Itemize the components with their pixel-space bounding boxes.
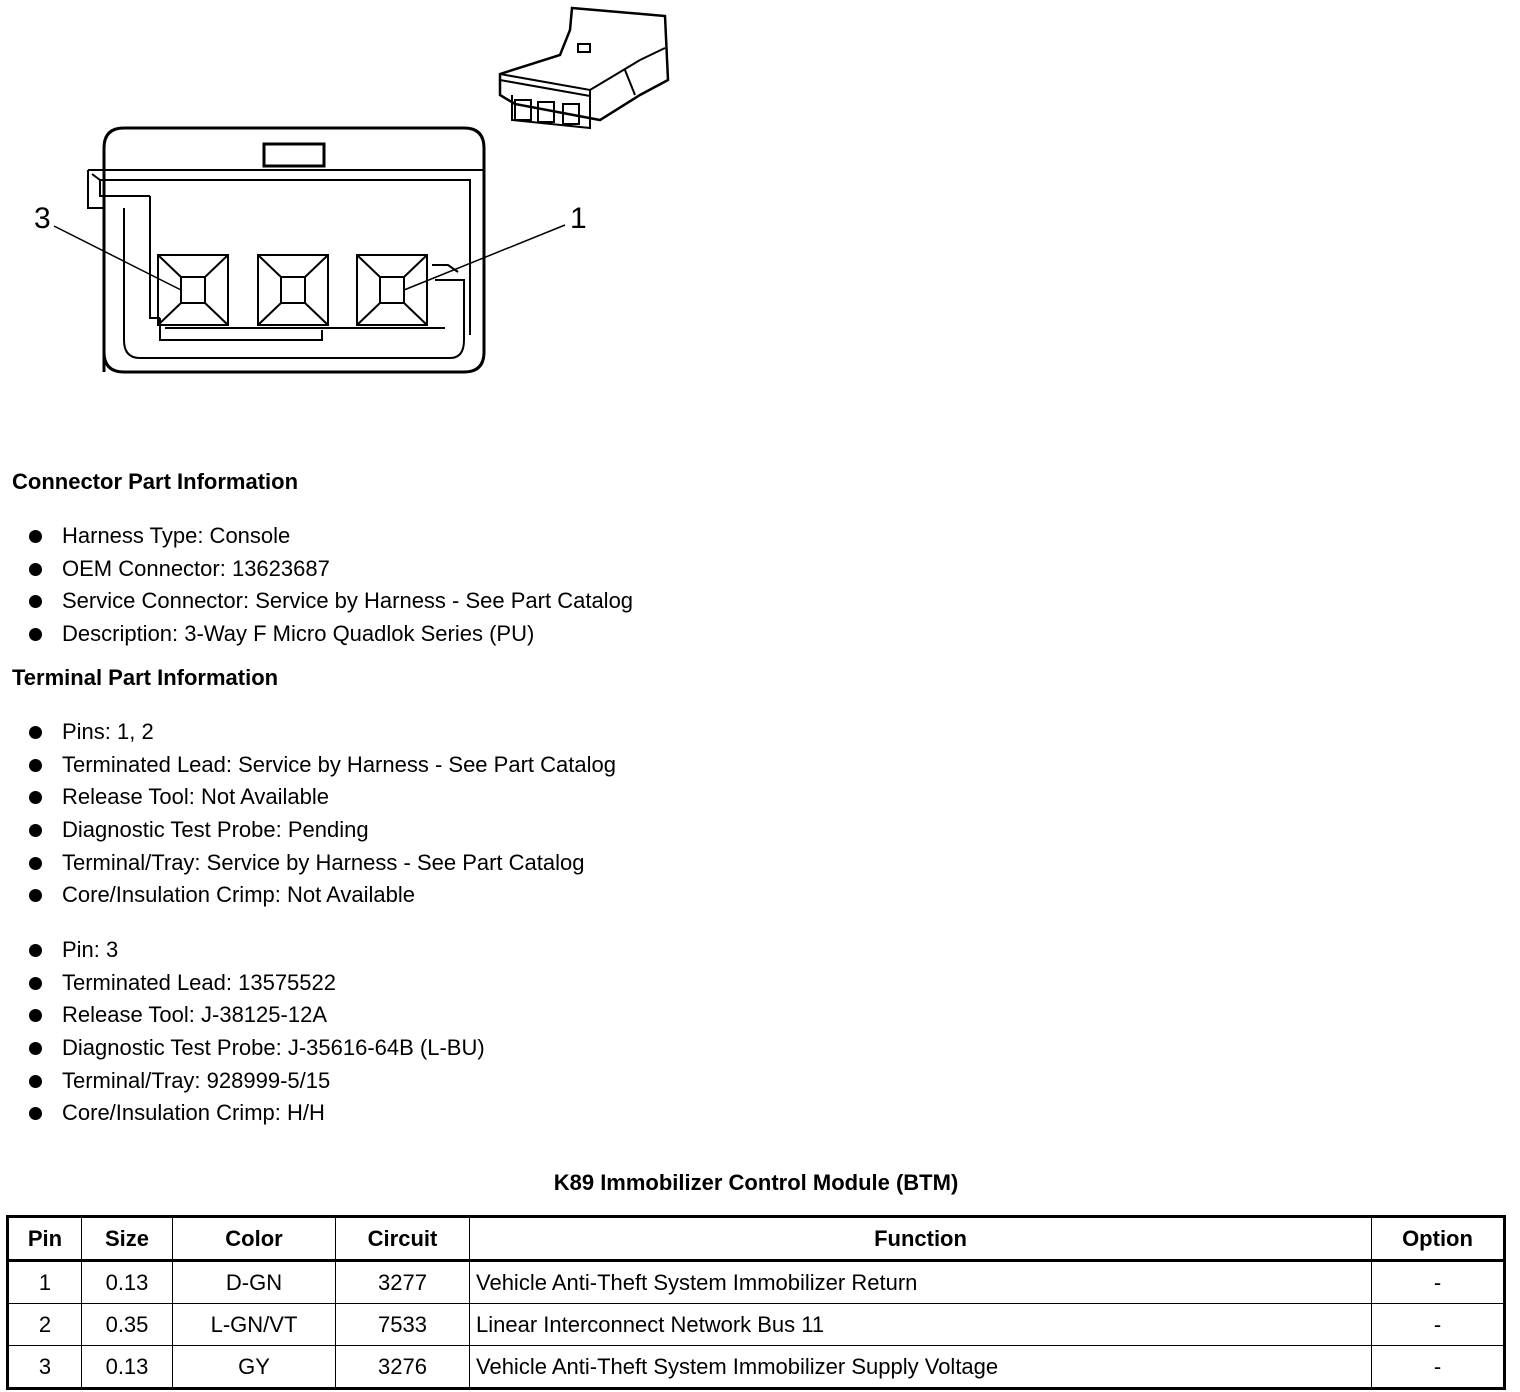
list-item (0, 1032, 485, 1065)
cell-option: - (1372, 1261, 1505, 1304)
cell-circuit: 3276 (336, 1346, 470, 1389)
list-item-text: Core/Insulation Crimp: H/H (62, 1100, 325, 1126)
cell-pin: 2 (8, 1304, 82, 1346)
pinout-table (6, 1215, 1506, 1390)
bullet-icon (29, 530, 42, 543)
list-item (0, 553, 633, 586)
list-item (0, 618, 633, 651)
cell-color: D-GN (173, 1261, 336, 1304)
terminal-cavity-1 (357, 255, 427, 325)
cell-option: - (1372, 1346, 1505, 1389)
list-item-text: Release Tool: Not Available (62, 784, 330, 810)
list-item-text: Description: 3-Way F Micro Quadlok Series (PU) (62, 621, 535, 647)
list-item-text: Harness Type: Console (62, 523, 291, 548)
connector-info-list (0, 520, 633, 651)
header-option: Option (1372, 1217, 1505, 1261)
list-item (0, 999, 485, 1032)
cell-color: GY (173, 1346, 336, 1389)
list-item-text: Terminated Lead: 13575522 (62, 969, 336, 995)
list-item-text: Pin: 3 (62, 937, 119, 962)
cell-function: Linear Interconnect Network Bus 11 (470, 1304, 1372, 1346)
cell-function: Vehicle Anti-Theft System Immobilizer Supply Voltage (470, 1346, 1372, 1389)
list-item-text: Terminated Lead: Service by Harness - See Part Catalog (62, 751, 616, 777)
list-item (0, 847, 616, 880)
table-title: K89 Immobilizer Control Module (BTM) (553, 1170, 959, 1195)
header-function: Function (470, 1217, 1372, 1261)
bullet-icon (29, 977, 42, 990)
bullet-icon (29, 759, 42, 772)
cell-size: 0.13 (82, 1261, 173, 1304)
bullet-icon (29, 791, 42, 804)
bullet-icon (29, 595, 42, 608)
bullet-icon (29, 726, 42, 739)
list-item-text: Terminal/Tray: 928999-5/15 (62, 1067, 331, 1093)
list-item-text: Terminal/Tray: Service by Harness - See Part Catalog (62, 849, 585, 875)
terminal-info-heading: Terminal Part Information (12, 665, 279, 690)
table-row (8, 1261, 1505, 1304)
list-item (0, 1097, 485, 1130)
list-item (0, 1065, 485, 1098)
list-item-text: Pins: 1, 2 (62, 719, 154, 744)
callout-1: 1 (570, 202, 587, 235)
list-item (0, 716, 616, 749)
list-item (0, 967, 485, 1000)
table-row (8, 1346, 1505, 1389)
list-item (0, 520, 633, 553)
list-item-text: Core/Insulation Crimp: Not Available (62, 882, 415, 908)
bullet-icon (29, 889, 42, 902)
cell-size: 0.13 (82, 1346, 173, 1389)
connector-info-heading: Connector Part Information (12, 469, 299, 494)
cell-circuit: 7533 (336, 1304, 470, 1346)
list-item-text: OEM Connector: 13623687 (62, 555, 330, 581)
header-size: Size (82, 1217, 173, 1261)
list-item-text: Diagnostic Test Probe: J-35616-64B (L-BU) (62, 1035, 485, 1061)
bullet-icon (29, 1075, 42, 1088)
list-item (0, 749, 616, 782)
list-item (0, 879, 616, 912)
list-item (0, 585, 633, 618)
list-item-text: Diagnostic Test Probe: Pending (62, 817, 369, 843)
header-color: Color (173, 1217, 336, 1261)
list-item-text: Release Tool: J-38125-12A (62, 1002, 327, 1028)
list-item (0, 934, 485, 967)
terminal-info-list-pin-3 (0, 934, 485, 1130)
bullet-icon (29, 628, 42, 641)
header-circuit: Circuit (336, 1217, 470, 1261)
terminal-cavity-3 (158, 255, 228, 325)
bullet-icon (29, 944, 42, 957)
table-row (8, 1304, 1505, 1346)
table-header-row (8, 1217, 1505, 1261)
list-item (0, 814, 616, 847)
connector-3d-view (500, 8, 668, 128)
bullet-icon (29, 857, 42, 870)
cell-circuit: 3277 (336, 1261, 470, 1304)
bullet-icon (29, 1042, 42, 1055)
bullet-icon (29, 1009, 42, 1022)
cell-pin: 3 (8, 1346, 82, 1389)
list-item-text: Service Connector: Service by Harness - See Part Catalog (62, 588, 634, 614)
cell-size: 0.35 (82, 1304, 173, 1346)
header-pin: Pin (8, 1217, 82, 1261)
list-item (0, 781, 616, 814)
cell-pin: 1 (8, 1261, 82, 1304)
bullet-icon (29, 1107, 42, 1120)
cell-option: - (1372, 1304, 1505, 1346)
bullet-icon (29, 563, 42, 576)
callout-3: 3 (34, 202, 51, 235)
connector-face (88, 128, 484, 372)
terminal-cavity-2 (258, 255, 328, 325)
terminal-info-list-pins-1-2 (0, 716, 616, 912)
cell-color: L-GN/VT (173, 1304, 336, 1346)
cell-function: Vehicle Anti-Theft System Immobilizer Return (470, 1261, 1372, 1304)
connector-face-diagram (0, 0, 700, 400)
bullet-icon (29, 824, 42, 837)
